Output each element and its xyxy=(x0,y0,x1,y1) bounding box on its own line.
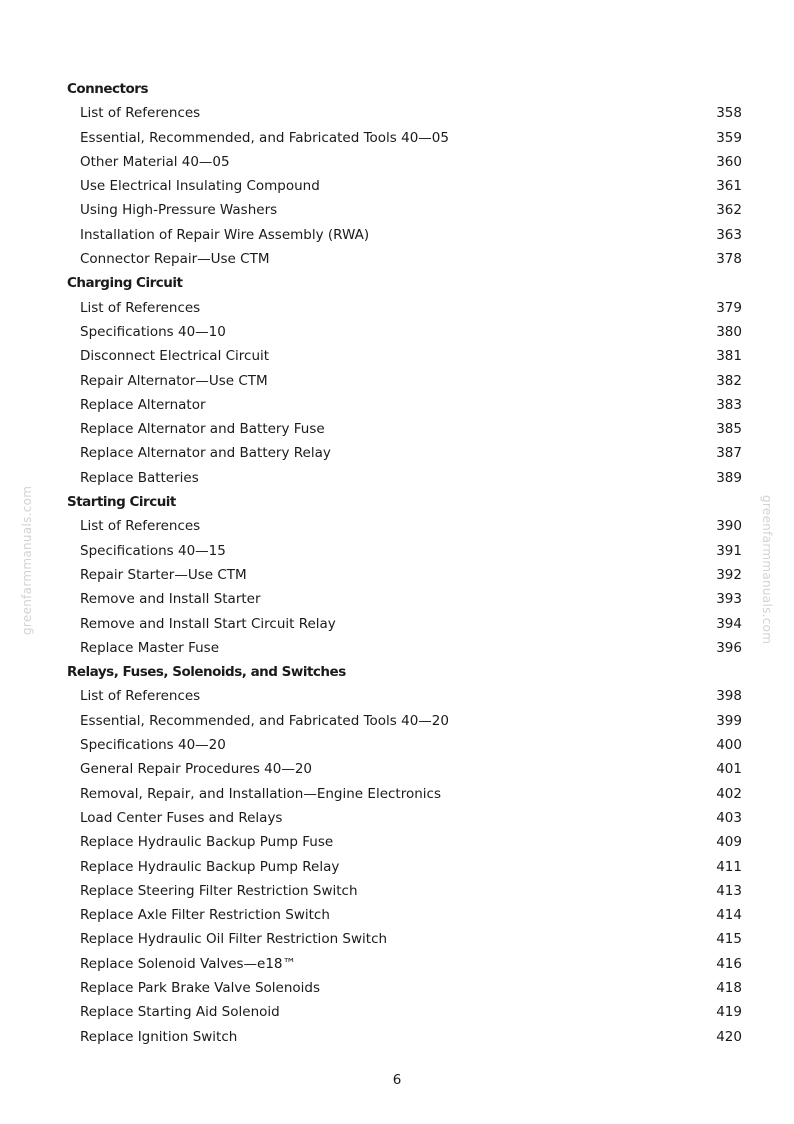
toc-entry[interactable] xyxy=(0,952,794,976)
toc-entry-label: Using High-Pressure Washers xyxy=(80,202,278,219)
toc-entry[interactable] xyxy=(0,563,794,587)
toc-entry[interactable] xyxy=(0,198,794,222)
toc-entry-page: 360 xyxy=(716,153,742,170)
toc-entry[interactable] xyxy=(0,927,794,951)
toc-entry-label: Replace Hydraulic Oil Filter Restriction Switch xyxy=(80,931,388,948)
toc-entry[interactable] xyxy=(0,417,794,441)
toc-entry[interactable] xyxy=(0,539,794,563)
toc-entry-page: 420 xyxy=(716,1028,742,1045)
watermark-text: greenfarmmanuals.com xyxy=(760,495,774,645)
toc-entry-label: List of References xyxy=(80,518,201,535)
toc-entry[interactable] xyxy=(0,709,794,733)
toc-entry[interactable] xyxy=(0,903,794,927)
page-number: 6 xyxy=(392,1072,402,1088)
toc-entry-label: Disconnect Electrical Circuit xyxy=(80,348,270,365)
toc-entry-label: Replace Batteries xyxy=(80,469,199,486)
toc-entry-label: Replace Alternator and Battery Relay xyxy=(80,445,331,462)
watermark-right xyxy=(758,495,778,645)
toc-entry[interactable] xyxy=(0,612,794,636)
toc-entry[interactable] xyxy=(0,466,794,490)
toc-entry-page: 393 xyxy=(716,591,742,608)
toc-entry-page: 385 xyxy=(716,421,742,438)
toc-entry[interactable] xyxy=(0,150,794,174)
section-title: Connectors xyxy=(67,81,148,97)
toc-entry[interactable] xyxy=(0,976,794,1000)
section-title: Starting Circuit xyxy=(67,494,176,511)
toc-entry[interactable] xyxy=(0,1025,794,1049)
toc-entry-label: Remove and Install Starter xyxy=(80,591,261,608)
toc-entry-label: Essential, Recommended, and Fabricated Tools 40—05 xyxy=(80,129,449,146)
toc-entry-label: List of References xyxy=(80,688,201,705)
toc-entry-page: 389 xyxy=(716,469,742,486)
toc-entry-label: Replace Park Brake Valve Solenoids xyxy=(80,979,321,996)
toc-entry-page: 361 xyxy=(716,178,742,195)
toc-entry-label: Replace Starting Aid Solenoid xyxy=(80,1004,280,1021)
toc-entry[interactable] xyxy=(0,514,794,538)
toc-entry[interactable] xyxy=(0,757,794,781)
toc-entry[interactable] xyxy=(0,126,794,150)
toc-entry[interactable] xyxy=(0,369,794,393)
toc-entry-page: 400 xyxy=(716,737,742,754)
toc-entry-page: 411 xyxy=(716,858,742,875)
toc-entry-label: Essential, Recommended, and Fabricated Tools 40—20 xyxy=(80,712,449,729)
toc-entry-page: 414 xyxy=(716,907,742,924)
toc-entry-label: Replace Master Fuse xyxy=(80,639,220,656)
toc-entry[interactable] xyxy=(0,587,794,611)
toc-entry-page: 391 xyxy=(716,542,742,559)
toc-entry[interactable] xyxy=(0,684,794,708)
toc-entry[interactable] xyxy=(0,174,794,198)
toc-entry[interactable] xyxy=(0,320,794,344)
toc-entry-label: Replace Alternator xyxy=(80,396,206,413)
toc-entry[interactable] xyxy=(0,830,794,854)
toc-entry[interactable] xyxy=(0,296,794,320)
toc-entry[interactable] xyxy=(0,1000,794,1024)
toc-entry-label: Specifications 40—20 xyxy=(80,737,226,754)
toc-entry[interactable] xyxy=(0,223,794,247)
toc-entry-page: 379 xyxy=(716,299,742,316)
toc-entry-label: Removal, Repair, and Installation—Engine Electronics xyxy=(80,785,441,802)
section-title: Relays, Fuses, Solenoids, and Switches xyxy=(67,664,346,681)
toc-entry[interactable] xyxy=(0,247,794,271)
toc-entry-page: 383 xyxy=(716,396,742,413)
toc-entry-page: 382 xyxy=(716,372,742,389)
toc-entry-label: Load Center Fuses and Relays xyxy=(80,809,283,826)
toc-entry[interactable] xyxy=(0,855,794,879)
toc-entry[interactable] xyxy=(0,733,794,757)
toc-entry-page: 378 xyxy=(716,251,742,268)
toc-entry-page: 398 xyxy=(716,688,742,705)
toc-entry-page: 387 xyxy=(716,445,742,462)
toc-entry[interactable] xyxy=(0,636,794,660)
toc-entry-page: 396 xyxy=(716,639,742,656)
toc-entry-label: Repair Starter—Use CTM xyxy=(80,566,247,583)
toc-entry-label: Replace Alternator and Battery Fuse xyxy=(80,421,325,438)
toc-entry-label: List of References xyxy=(80,299,201,316)
toc-entry-label: Replace Ignition Switch xyxy=(80,1028,238,1045)
toc-entry-page: 394 xyxy=(716,615,742,632)
toc-entry-page: 362 xyxy=(716,202,742,219)
toc-entry-label: List of References xyxy=(80,105,201,122)
toc-entry-label: Replace Hydraulic Backup Pump Fuse xyxy=(80,834,334,851)
toc-entry[interactable] xyxy=(0,806,794,830)
watermark-left xyxy=(20,485,40,635)
toc-entry[interactable] xyxy=(0,393,794,417)
toc-entry[interactable] xyxy=(0,879,794,903)
toc-entry-label: Replace Solenoid Valves—e18™ xyxy=(80,955,297,972)
toc-entry-page: 409 xyxy=(716,834,742,851)
toc-entry[interactable] xyxy=(0,101,794,125)
toc-entry-label: General Repair Procedures 40—20 xyxy=(80,761,313,778)
toc-entry-label: Other Material 40—05 xyxy=(80,153,230,170)
toc-entry-page: 402 xyxy=(716,785,742,802)
toc-entry[interactable] xyxy=(0,782,794,806)
toc-entry-label: Specifications 40—15 xyxy=(80,542,226,559)
toc-entry-page: 418 xyxy=(716,979,742,996)
section-title: Charging Circuit xyxy=(67,275,183,292)
toc-entry-label: Specifications 40—10 xyxy=(80,323,226,340)
toc-entry-page: 363 xyxy=(716,226,742,243)
table-of-contents xyxy=(0,77,794,1049)
toc-entry-page: 413 xyxy=(716,882,742,899)
toc-entry-label: Remove and Install Start Circuit Relay xyxy=(80,615,336,632)
toc-entry[interactable] xyxy=(0,441,794,465)
toc-entry-label: Replace Hydraulic Backup Pump Relay xyxy=(80,858,340,875)
toc-entry-page: 380 xyxy=(716,323,742,340)
toc-entry-label: Repair Alternator—Use CTM xyxy=(80,372,268,389)
toc-entry-label: Installation of Repair Wire Assembly (RWA) xyxy=(80,226,370,243)
toc-entry[interactable] xyxy=(0,344,794,368)
toc-entry-page: 419 xyxy=(716,1004,742,1021)
toc-entry-label: Use Electrical Insulating Compound xyxy=(80,178,320,195)
toc-entry-page: 358 xyxy=(716,105,742,122)
toc-entry-page: 415 xyxy=(716,931,742,948)
toc-entry-page: 390 xyxy=(716,518,742,535)
toc-entry-label: Replace Steering Filter Restriction Switch xyxy=(80,882,358,899)
toc-entry-label: Connector Repair—Use CTM xyxy=(80,251,270,268)
toc-entry-page: 403 xyxy=(716,809,742,826)
toc-entry-page: 399 xyxy=(716,712,742,729)
toc-entry-page: 392 xyxy=(716,566,742,583)
toc-entry-page: 381 xyxy=(716,348,742,365)
toc-entry-page: 359 xyxy=(716,129,742,146)
toc-entry-page: 401 xyxy=(716,761,742,778)
watermark-text: greenfarmmanuals.com xyxy=(20,485,34,635)
toc-entry-label: Replace Axle Filter Restriction Switch xyxy=(80,907,330,924)
toc-entry-page: 416 xyxy=(716,955,742,972)
